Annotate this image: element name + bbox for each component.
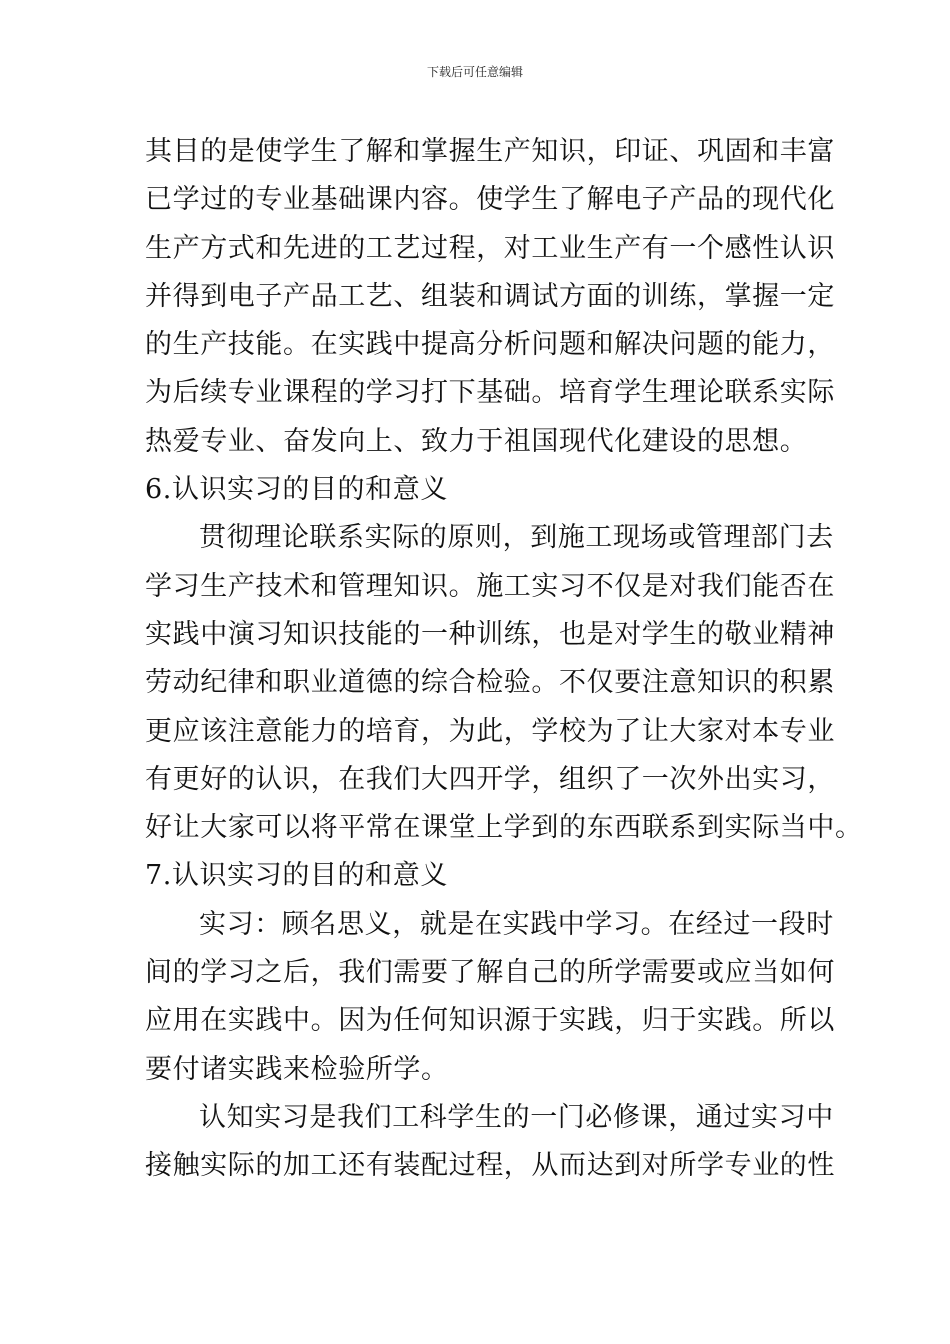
text-line: 其目的是使学生了解和掌握生产知识，印证、巩固和丰富 (145, 136, 835, 167)
text-line: 好让大家可以将平常在课堂上学到的东西联系到实际当中。 (145, 812, 863, 844)
text-line: 劳动纪律和职业道德的综合检验。不仅要注意知识的积累 (145, 667, 835, 699)
text-line: 学习生产技术和管理知识。施工实习不仅是对我们能否在 (145, 570, 835, 602)
section-heading: 7.认识实习的目的和意义 (145, 860, 448, 892)
text-line: 接触实际的加工还有装配过程，从而达到对所学专业的性 (145, 1150, 835, 1182)
text-line: 要付诸实践来检验所学。 (145, 1053, 449, 1085)
paragraph-first-line: 贯彻理论联系实际的原则，到施工现场或管理部门去 (199, 522, 834, 554)
text-line: 实践中演习知识技能的一种训练，也是对学生的敬业精神 (145, 618, 835, 650)
text-line: 并得到电子产品工艺、组装和调试方面的训练，掌握一定 (145, 280, 835, 312)
text-line: 热爱专业、奋发向上、致力于祖国现代化建设的思想。 (145, 425, 808, 457)
page-header: 下载后可任意编辑 (426, 65, 523, 79)
text-line: 为后续专业课程的学习打下基础。培育学生理论联系实际 (145, 377, 835, 409)
text-line: 生产方式和先进的工艺过程，对工业生产有一个感性认识 (145, 232, 835, 264)
paragraph-first-line: 认知实习是我们工科学生的一门必修课，通过实习中 (199, 1101, 834, 1133)
paragraph-first-line: 实习：顾名思义，就是在实践中学习。在经过一段时 (199, 908, 834, 940)
text-line: 已学过的专业基础课内容。使学生了解电子产品的现代化 (145, 184, 835, 216)
text-line: 应用在实践中。因为任何知识源于实践，归于实践。所以 (145, 1005, 835, 1037)
text-line: 更应该注意能力的培育，为此，学校为了让大家对本专业 (145, 715, 835, 747)
section-heading: 6.认识实习的目的和意义 (145, 474, 448, 506)
text-line: 有更好的认识，在我们大四开学，组织了一次外出实习， (145, 763, 835, 795)
text-line: 间的学习之后，我们需要了解自己的所学需要或应当如何 (145, 957, 835, 989)
text-line: 的生产技能。在实践中提高分析问题和解决问题的能力， (145, 329, 835, 361)
document-body (145, 128, 863, 1191)
